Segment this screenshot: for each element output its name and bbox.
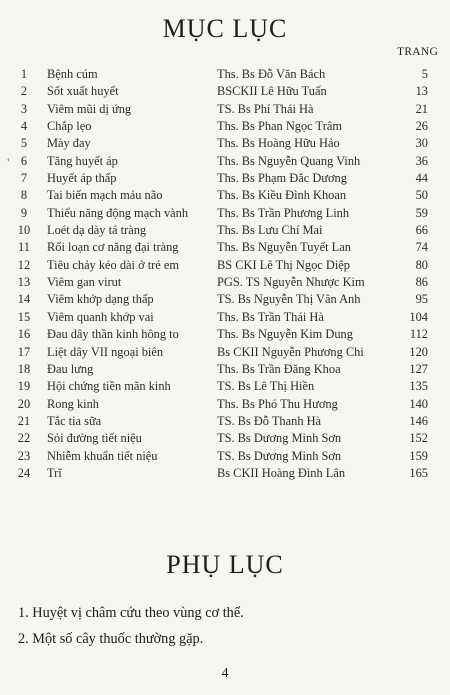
toc-entry [0, 205, 450, 222]
entry-author: BSCKII Lê Hữu Tuấn [217, 84, 327, 99]
toc-entry [0, 239, 450, 256]
appendix-item: 1. Huyệt vị châm cứu theo vùng cơ thể. [18, 605, 244, 621]
entry-topic: Viêm khớp dạng thấp [47, 292, 154, 307]
entry-author: TS. Bs Phí Thái Hà [217, 101, 314, 116]
entry-topic: Rối loạn cơ năng đại tràng [47, 240, 179, 255]
toc-entry [0, 170, 450, 187]
toc-entry [0, 187, 450, 204]
entry-topic: Đau lưng [47, 361, 94, 376]
entry-page: 86 [415, 275, 428, 290]
entry-topic: Thiểu năng động mạch vành [47, 205, 189, 220]
entry-number: 21 [17, 413, 31, 428]
entry-page: 36 [415, 153, 428, 168]
entry-topic: Loét dạ dày tá tràng [47, 223, 147, 238]
entry-number: 2 [20, 84, 28, 99]
entry-number: 6 [20, 153, 28, 168]
entry-author: Ths. Bs Trần Đăng Khoa [217, 361, 341, 376]
entry-topic: Huyết áp thấp [47, 171, 117, 186]
entry-page: 66 [415, 223, 428, 238]
entry-page: 80 [415, 257, 428, 272]
entry-page: 21 [415, 101, 428, 116]
entry-author: TS. Bs Đỗ Thanh Hà [217, 413, 322, 428]
entry-author: BS CKI Lê Thị Ngọc Diệp [217, 257, 350, 272]
toc-entry [0, 222, 450, 239]
toc-entry [0, 413, 450, 430]
page-number: 4 [221, 666, 229, 681]
entry-page: 159 [409, 448, 428, 463]
entry-page: 104 [409, 309, 428, 324]
entry-page: 5 [421, 67, 428, 81]
entry-number: 8 [20, 188, 28, 203]
entry-author: Ths. Bs Trần Phương Linh [217, 205, 350, 220]
entry-author: Bs CKII Hoàng Đình Lân [217, 465, 346, 480]
entry-topic: Chắp lẹo [47, 119, 92, 134]
entry-topic: Tăng huyết áp [47, 153, 118, 168]
toc-entry [0, 101, 450, 118]
entry-author: Ths. Bs Trần Thái Hà [217, 309, 324, 324]
entry-number: 11 [18, 240, 30, 255]
entry-number: 14 [17, 292, 31, 307]
entry-page: 59 [415, 205, 428, 220]
entry-number: 19 [17, 379, 31, 394]
entry-author: Ths. Bs Nguyễn Tuyết Lan [217, 240, 351, 255]
toc-entry [0, 396, 450, 413]
entry-number: 20 [17, 396, 31, 411]
entry-author: Ths. Bs Kiều Đình Khoan [217, 188, 347, 203]
entry-number: 7 [20, 171, 28, 186]
entry-number: 23 [17, 448, 31, 463]
toc-entry [0, 83, 450, 100]
entry-page: 135 [409, 379, 428, 394]
entry-author: Ths. Bs Nguyễn Quang Vinh [217, 153, 361, 168]
entry-author: PGS. TS Nguyễn Nhược Kim [217, 275, 365, 290]
entry-topic: Rong kinh [47, 396, 99, 411]
entry-topic: Đau dây thần kinh hông to [47, 327, 179, 342]
entry-topic: Viêm gan virut [47, 275, 122, 290]
toc-title: MỤC LỤC [162, 14, 288, 43]
toc-entry [0, 430, 450, 447]
entry-page: 95 [415, 292, 428, 307]
entry-number: 15 [17, 309, 31, 324]
entry-author: Ths. Bs Nguyễn Kim Dung [217, 327, 353, 342]
entry-author: TS. Bs Lê Thị Hiền [217, 379, 315, 394]
entry-topic: Sốt xuất huyết [47, 84, 119, 99]
toc-entry [0, 378, 450, 395]
entry-author: Ths. Bs Phan Ngọc Trâm [217, 119, 342, 134]
entry-topic: Liệt dây VII ngoại biên [47, 344, 164, 359]
entry-page: 127 [409, 361, 428, 376]
entry-page: 120 [409, 344, 428, 359]
entry-topic: Trĩ [47, 465, 62, 480]
entry-number: 24 [17, 465, 31, 480]
toc-entry [0, 465, 450, 482]
entry-number: 4 [20, 119, 28, 134]
toc-entry [0, 326, 450, 343]
entry-number: 5 [20, 136, 28, 151]
entry-topic: Mày đay [47, 136, 91, 151]
entry-page: 74 [415, 240, 428, 255]
entry-author: Ths. Bs Hoàng Hữu Hảo [217, 136, 340, 151]
toc-list [0, 66, 450, 482]
entry-page: 50 [415, 188, 428, 203]
page-column-header: TRANG [397, 46, 439, 58]
toc-entry [0, 309, 450, 326]
entry-author: Ths. Bs Đỗ Văn Bách [217, 67, 326, 81]
toc-entry [0, 274, 450, 291]
toc-entry [0, 66, 450, 83]
appendix-title: PHỤ LỤC [166, 550, 284, 579]
entry-number: 18 [17, 361, 31, 376]
entry-page: 13 [415, 84, 428, 99]
entry-topic: Bệnh cúm [47, 67, 98, 81]
entry-number: 10 [17, 223, 31, 238]
entry-author: Ths. Bs Phó Thu Hương [217, 396, 338, 411]
entry-page: 44 [415, 171, 428, 186]
entry-page: 112 [409, 327, 428, 342]
entry-author: Ths. Bs Phạm Đắc Dương [217, 171, 347, 186]
entry-topic: Hội chứng tiền mãn kinh [47, 379, 171, 394]
toc-entry [0, 448, 450, 465]
entry-number: 22 [17, 431, 31, 446]
toc-entry [0, 257, 450, 274]
toc-entry [0, 153, 450, 170]
entry-author: Ths. Bs Lưu Chí Mai [217, 223, 323, 238]
appendix-item: 2. Một số cây thuốc thường gặp. [18, 631, 204, 647]
entry-number: 13 [17, 275, 31, 290]
entry-topic: Tắc tia sữa [47, 413, 102, 428]
toc-entry [0, 291, 450, 308]
toc-entry [0, 118, 450, 135]
toc-entry [0, 135, 450, 152]
entry-topic: Tiêu chảy kéo dài ở trẻ em [47, 257, 180, 272]
entry-topic: Viêm quanh khớp vai [47, 309, 154, 324]
entry-author: Bs CKII Nguyễn Phương Chi [217, 344, 364, 359]
entry-number: 17 [17, 344, 31, 359]
entry-page: 165 [409, 465, 428, 480]
entry-number: 16 [17, 327, 31, 342]
appendix-list [18, 600, 244, 652]
entry-author: TS. Bs Dương Minh Sơn [217, 431, 342, 446]
entry-topic: Nhiễm khuẩn tiết niệu [47, 448, 158, 463]
entry-page: 146 [409, 413, 428, 428]
entry-author: TS. Bs Nguyễn Thị Vân Anh [217, 292, 361, 307]
entry-page: 26 [415, 119, 428, 134]
entry-number: 9 [20, 205, 28, 220]
entry-page: 140 [409, 396, 428, 411]
toc-entry [0, 344, 450, 361]
toc-entry [0, 361, 450, 378]
entry-page: 152 [409, 431, 428, 446]
entry-page: 30 [415, 136, 428, 151]
entry-number: 3 [20, 101, 28, 116]
entry-topic: Tai biến mạch máu não [47, 188, 163, 203]
margin-mark: ‹ [7, 154, 10, 164]
entry-topic: Sỏi đường tiết niệu [47, 431, 142, 446]
entry-topic: Viêm mũi dị ứng [47, 101, 132, 116]
entry-number: 1 [20, 67, 28, 81]
entry-author: TS. Bs Dương Minh Sơn [217, 448, 342, 463]
entry-number: 12 [17, 257, 31, 272]
